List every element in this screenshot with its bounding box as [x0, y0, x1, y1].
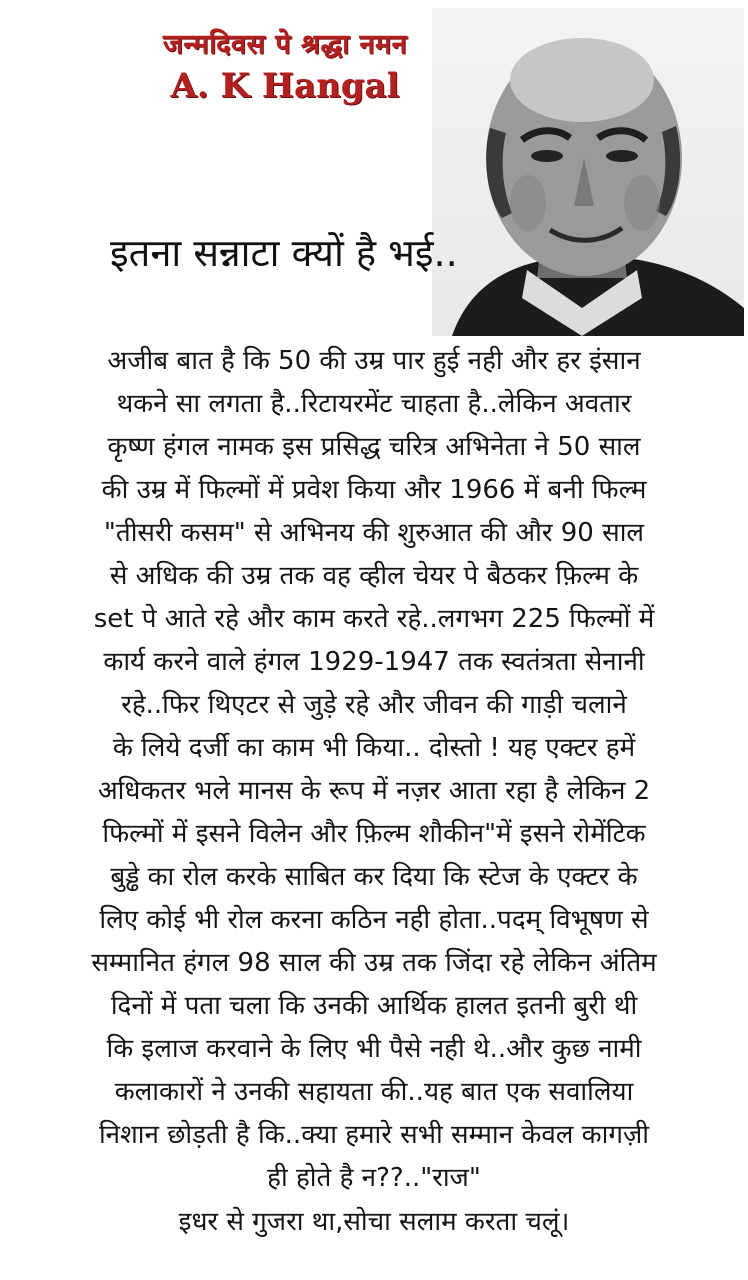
article-line: अधिकतर भले मानस के रूप में नज़र आता रहा है लेकिन 2	[97, 776, 651, 806]
famous-dialogue: इतना सन्नाटा क्यों है भई..	[110, 231, 458, 275]
portrait-photo	[432, 8, 744, 336]
article-line: फिल्मों में इसने विलेन और फ़िल्म शौकीन"में इसने रोमेंटिक	[102, 819, 646, 849]
article-line: निशान छोड़ती है कि..क्या हमारे सभी सम्मान केवल कागज़ी	[98, 1120, 650, 1150]
article-line: रहे..फिर थिएटर से जुड़े रहे और जीवन की गाड़ी चलाने	[121, 690, 627, 720]
tribute-heading: जन्मदिवस पे श्रद्धा नमन	[162, 29, 408, 60]
article-line: कार्य करने वाले हंगल 1929-1947 तक स्वतंत्रता सेनानी	[103, 647, 645, 677]
actor-name: A. K Hangal	[170, 66, 400, 106]
article-line: set पे आते रहे और काम करते रहे..लगभग 225 फिल्मों में	[93, 604, 655, 634]
article-line: कृष्ण हंगल नामक इस प्रसिद्ध चरित्र अभिनेता ने 50 साल	[107, 432, 641, 462]
article-line: लिए कोई भी रोल करना कठिन नही होता..पदम् विभूषण से	[99, 905, 649, 935]
article-line: की उम्र में फिल्मों में प्रवेश किया और 1966 में बनी फिल्म	[101, 475, 647, 505]
portrait-icon	[432, 8, 744, 336]
header-banner	[0, 0, 748, 340]
article-line: के लिये दर्जी का काम भी किया.. दोस्तो ! यह एक्टर हमें	[112, 733, 636, 763]
article-line: थकने सा लगता है..रिटायरमेंट चाहता है..लेकिन अवतार	[116, 389, 632, 419]
article-line: से अधिक की उम्र तक वह व्हील चेयर पे बैठकर फ़िल्म के	[109, 561, 639, 591]
article-line: कलाकारों ने उनकी सहायता की..यह बात एक सवालिया	[114, 1077, 634, 1107]
article-line: "तीसरी कसम" से अभिनय की शुरुआत की और 90 साल	[103, 518, 645, 548]
article-line: ही होते है न??.."राज"	[267, 1163, 481, 1193]
article-line: दिनों में पता चला कि उनकी आर्थिक हालत इतनी बुरी थी	[110, 991, 638, 1021]
article-line: कि इलाज करवाने के लिए भी पैसे नही थे..और कुछ नामी	[106, 1034, 642, 1064]
signoff-line: इधर से गुजरा था,सोचा सलाम करता चलूं।	[178, 1207, 570, 1237]
article-body	[16, 340, 732, 1243]
article-line: सम्मानित हंगल 98 साल की उम्र तक जिंदा रहे लेकिन अंतिम	[91, 948, 657, 978]
article-line: बुड्ढे का रोल करके साबित कर दिया कि स्टेज के एक्टर के	[110, 862, 638, 892]
article-line: अजीब बात है कि 50 की उम्र पार हुई नही और हर इंसान	[107, 346, 641, 376]
